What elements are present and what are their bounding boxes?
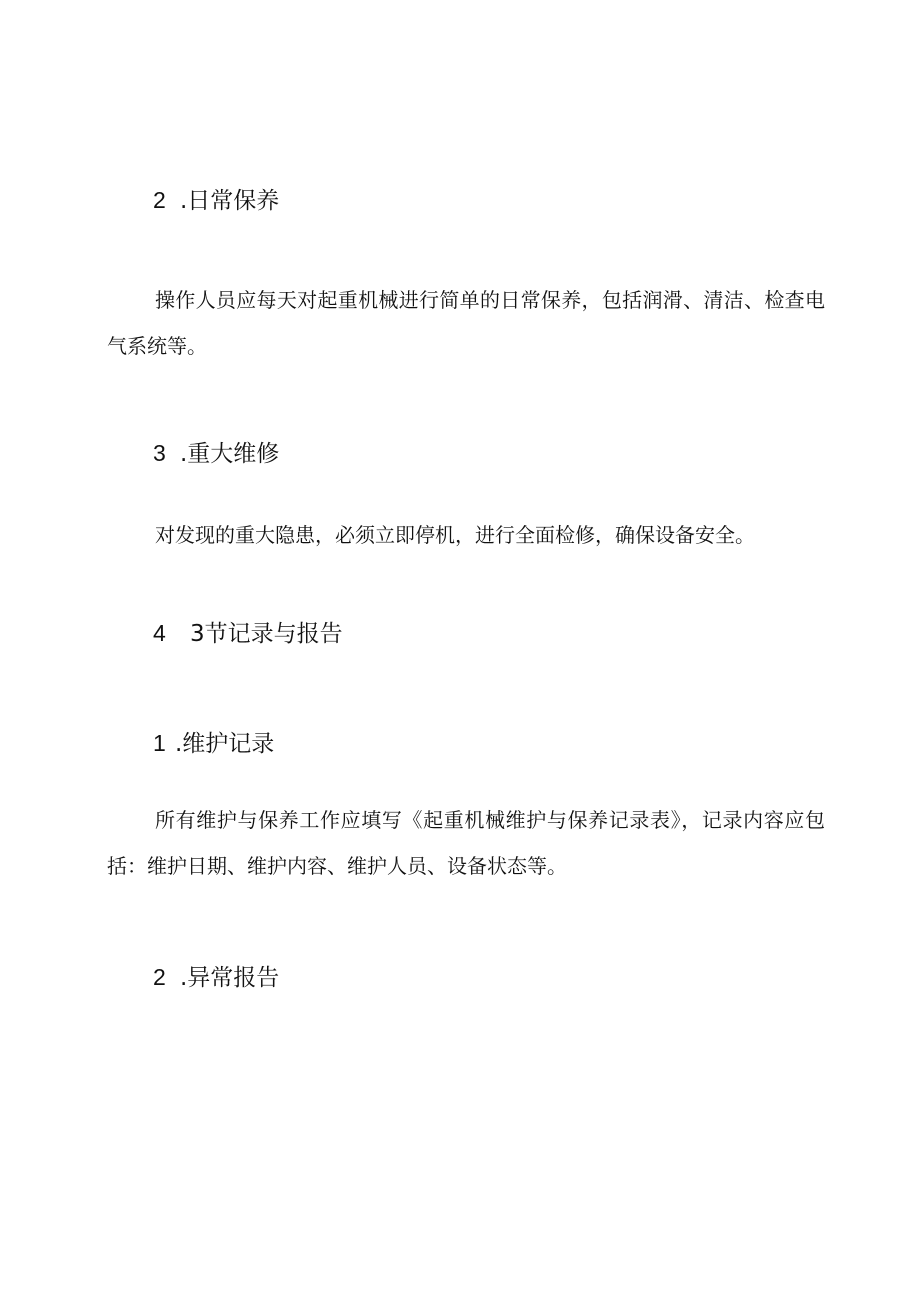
- paragraph-maintenance-records: 所有维护与保养工作应填写《起重机械维护与保养记录表》，记录内容应包括：维护日期、维护内容、维护人员、设备状态等。: [107, 808, 825, 878]
- heading-number: 2: [153, 187, 166, 213]
- heading-number: 2: [153, 964, 166, 990]
- paragraph-daily-maintenance: 操作人员应每天对起重机械进行简单的日常保养，包括润滑、清洁、检查电气系统等。: [107, 288, 825, 358]
- heading-title: .重大维修: [180, 441, 280, 467]
- heading-number: 4: [153, 620, 166, 646]
- heading-number: 1: [153, 730, 166, 756]
- heading-title: .日常保养: [180, 188, 280, 214]
- heading-major-repair: [153, 438, 279, 469]
- heading-title: 3节记录与报告: [190, 621, 343, 647]
- heading-title: .异常报告: [180, 965, 280, 991]
- heading-records-and-reports: [153, 618, 343, 649]
- heading-title: .维护记录: [175, 731, 275, 757]
- heading-daily-maintenance: [153, 185, 279, 216]
- heading-number: 3: [153, 440, 166, 466]
- heading-maintenance-records: [153, 728, 274, 759]
- heading-abnormal-report: [153, 962, 279, 993]
- paragraph-major-repair: 对发现的重大隐患，必须立即停机，进行全面检修，确保设备安全。: [155, 523, 755, 547]
